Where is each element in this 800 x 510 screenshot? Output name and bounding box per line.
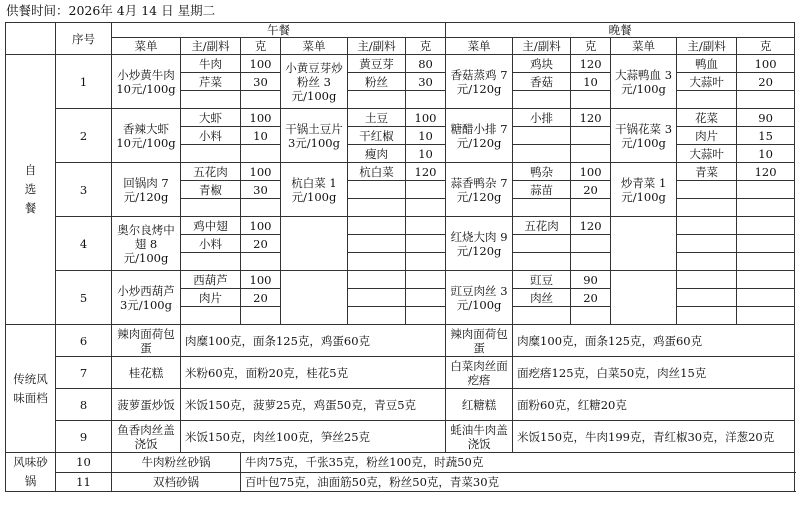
ingredient-name: 蒜苗	[513, 181, 571, 199]
ingredient-col-header: 主/副料	[677, 38, 737, 55]
ingredient-name: 鸭血	[677, 55, 737, 73]
lunch-dish-name: 鱼香肉丝盖浇饭	[112, 421, 181, 453]
dinner-dish-name: 红糖糕	[446, 389, 513, 421]
menu-table	[5, 22, 795, 492]
ingredient-name: 香菇	[513, 73, 571, 91]
ingredient-name: 芹菜	[181, 73, 241, 91]
ingredient-name	[677, 199, 737, 217]
dish-col-header: 菜单	[446, 38, 513, 55]
ingredient-gram: 20	[571, 181, 611, 199]
ingredient-name	[677, 289, 737, 307]
dish-name: 糖醋小排 7元/120g	[446, 109, 513, 163]
ingredient-gram: 100	[737, 55, 795, 73]
ingredient-name	[348, 289, 406, 307]
dish-name: 大蒜鸭血 3元/100g	[611, 55, 677, 109]
ingredient-gram: 100	[571, 163, 611, 181]
seq-number: 11	[56, 472, 112, 492]
ingredient-gram: 90	[737, 109, 795, 127]
ingredient-name: 牛肉	[181, 55, 241, 73]
dish-name: 香辣大虾 10元/100g	[112, 109, 181, 163]
ingredient-name	[513, 235, 571, 253]
ingredient-name: 肉丝	[513, 289, 571, 307]
ingredient-gram	[571, 91, 611, 109]
ingredient-name	[677, 307, 737, 325]
ingredient-gram	[737, 235, 795, 253]
category-traditional: 传统风味面档	[6, 325, 56, 453]
seq-number: 10	[56, 453, 112, 473]
dish-name	[281, 217, 348, 271]
dish-name: 回锅肉 7元/120g	[112, 163, 181, 217]
dish-name	[611, 217, 677, 271]
ingredient-gram: 100	[241, 109, 281, 127]
ingredient-gram	[737, 307, 795, 325]
seq-header: 序号	[56, 23, 112, 55]
ingredient-gram: 10	[406, 127, 446, 145]
ingredient-gram: 120	[406, 163, 446, 181]
ingredient-name: 黄豆芽	[348, 55, 406, 73]
ingredient-gram	[737, 199, 795, 217]
self-header-blank	[6, 23, 56, 55]
seq-number: 3	[56, 163, 112, 217]
ingredient-gram: 80	[406, 55, 446, 73]
seq-number: 8	[56, 389, 112, 421]
ingredient-name	[677, 217, 737, 235]
ingredient-gram: 100	[241, 163, 281, 181]
lunch-dish-desc: 肉糜100克，面条125克，鸡蛋60克	[181, 325, 446, 357]
ingredient-gram	[737, 253, 795, 271]
ingredient-gram: 10	[571, 73, 611, 91]
dinner-dish-desc: 米饭150克，牛肉199克，青红椒30克，洋葱20克	[513, 421, 795, 453]
ingredient-name	[513, 307, 571, 325]
ingredient-gram	[571, 199, 611, 217]
ingredient-gram: 120	[571, 217, 611, 235]
ingredient-gram: 30	[241, 181, 281, 199]
ingredient-name: 土豆	[348, 109, 406, 127]
ingredient-gram	[571, 307, 611, 325]
casserole-name: 双档砂锅	[112, 472, 241, 492]
ingredient-gram	[571, 253, 611, 271]
ingredient-name: 大蒜叶	[677, 73, 737, 91]
ingredient-gram	[406, 199, 446, 217]
ingredient-gram: 120	[571, 109, 611, 127]
ingredient-name: 青椒	[181, 181, 241, 199]
ingredient-name	[513, 253, 571, 271]
ingredient-gram: 10	[241, 127, 281, 145]
gram-col-header: 克	[571, 38, 611, 55]
ingredient-name	[348, 91, 406, 109]
dinner-dish-desc: 肉糜100克，面条125克，鸡蛋60克	[513, 325, 795, 357]
ingredient-gram	[406, 289, 446, 307]
ingredient-name: 鸡块	[513, 55, 571, 73]
ingredient-name	[181, 253, 241, 271]
ingredient-name	[181, 307, 241, 325]
ingredient-gram: 15	[737, 127, 795, 145]
ingredient-name	[513, 145, 571, 163]
seq-number: 6	[56, 325, 112, 357]
lunch-dish-desc: 米饭150克，菠萝25克，鸡蛋50克，青豆5克	[181, 389, 446, 421]
casserole-desc: 百叶包75克，油面筋50克，粉丝50克，青菜30克	[241, 472, 795, 492]
ingredient-gram: 20	[241, 289, 281, 307]
ingredient-gram: 10	[737, 145, 795, 163]
ingredient-name	[513, 127, 571, 145]
category-self: 自选餐	[6, 55, 56, 325]
ingredient-name: 豇豆	[513, 271, 571, 289]
ingredient-gram: 90	[571, 271, 611, 289]
ingredient-name: 小排	[513, 109, 571, 127]
dish-name	[611, 271, 677, 325]
ingredient-name: 鸭杂	[513, 163, 571, 181]
ingredient-gram	[737, 271, 795, 289]
casserole-name: 牛肉粉丝砂锅	[112, 453, 241, 473]
lunch-dish-desc: 米饭150克，肉丝100克，笋丝25克	[181, 421, 446, 453]
gram-col-header: 克	[737, 38, 795, 55]
ingredient-gram	[241, 199, 281, 217]
ingredient-gram	[406, 181, 446, 199]
serving-time: 供餐时间：2026年 4月 14 日 星期二	[6, 3, 216, 18]
ingredient-name	[677, 181, 737, 199]
ingredient-gram: 20	[737, 73, 795, 91]
category-flavor: 风味砂锅	[6, 453, 56, 492]
ingredient-gram: 30	[406, 73, 446, 91]
ingredient-name	[181, 91, 241, 109]
ingredient-gram: 100	[241, 271, 281, 289]
ingredient-gram	[571, 235, 611, 253]
ingredient-name: 粉丝	[348, 73, 406, 91]
ingredient-name	[348, 307, 406, 325]
ingredient-gram	[406, 271, 446, 289]
dish-name: 炒青菜 1元/100g	[611, 163, 677, 217]
seq-number: 5	[56, 271, 112, 325]
ingredient-gram	[406, 253, 446, 271]
ingredient-col-header: 主/副料	[513, 38, 571, 55]
ingredient-name	[677, 271, 737, 289]
ingredient-gram: 100	[241, 55, 281, 73]
ingredient-gram: 30	[241, 73, 281, 91]
gram-col-header: 克	[241, 38, 281, 55]
dish-col-header: 菜单	[281, 38, 348, 55]
dish-name: 小黄豆芽炒粉丝 3元/100g	[281, 55, 348, 109]
ingredient-gram: 20	[241, 235, 281, 253]
ingredient-name: 肉片	[677, 127, 737, 145]
ingredient-name: 小料	[181, 235, 241, 253]
ingredient-gram: 100	[241, 217, 281, 235]
ingredient-name: 干红椒	[348, 127, 406, 145]
ingredient-name: 五花肉	[181, 163, 241, 181]
ingredient-gram: 20	[571, 289, 611, 307]
ingredient-gram	[406, 217, 446, 235]
ingredient-name: 青菜	[677, 163, 737, 181]
ingredient-name	[348, 253, 406, 271]
ingredient-name	[348, 199, 406, 217]
ingredient-name	[181, 145, 241, 163]
dish-name: 小炒黄牛肉 10元/100g	[112, 55, 181, 109]
dish-col-header: 菜单	[112, 38, 181, 55]
ingredient-name	[513, 199, 571, 217]
ingredient-name: 杭白菜	[348, 163, 406, 181]
ingredient-name	[677, 235, 737, 253]
dish-name	[281, 271, 348, 325]
dish-name: 红烧大肉 9元/120g	[446, 217, 513, 271]
ingredient-gram	[737, 91, 795, 109]
ingredient-name: 大蒜叶	[677, 145, 737, 163]
ingredient-name: 小料	[181, 127, 241, 145]
casserole-desc: 牛肉75克，千张35克，粉丝100克，时蔬50克	[241, 453, 795, 473]
dinner-dish-name: 蚝油牛肉盖浇饭	[446, 421, 513, 453]
dish-name: 奥尔良烤中翅 8元/100g	[112, 217, 181, 271]
ingredient-name	[181, 199, 241, 217]
dinner-dish-desc: 面疙瘩125克，白菜50克，肉丝15克	[513, 357, 795, 389]
ingredient-gram: 10	[406, 145, 446, 163]
dinner-dish-desc: 面粉60克，红糖20克	[513, 389, 795, 421]
ingredient-gram	[241, 145, 281, 163]
dish-name: 豇豆肉丝 3元/100g	[446, 271, 513, 325]
seq-number: 2	[56, 109, 112, 163]
ingredient-name	[677, 253, 737, 271]
dish-name: 小炒西葫芦 3元/100g	[112, 271, 181, 325]
ingredient-gram: 120	[737, 163, 795, 181]
ingredient-gram	[737, 181, 795, 199]
lunch-dish-name: 桂花糕	[112, 357, 181, 389]
ingredient-name	[348, 271, 406, 289]
ingredient-gram	[737, 289, 795, 307]
ingredient-name: 瘦肉	[348, 145, 406, 163]
lunch-dish-name: 辣肉面荷包蛋	[112, 325, 181, 357]
ingredient-gram	[406, 235, 446, 253]
lunch-header: 午餐	[112, 23, 446, 38]
ingredient-gram	[406, 307, 446, 325]
ingredient-name: 五花肉	[513, 217, 571, 235]
seq-number: 9	[56, 421, 112, 453]
dinner-dish-name: 辣肉面荷包蛋	[446, 325, 513, 357]
lunch-dish-desc: 米粉60克，面粉20克，桂花5克	[181, 357, 446, 389]
ingredient-gram: 100	[406, 109, 446, 127]
dinner-dish-name: 白菜肉丝面疙瘩	[446, 357, 513, 389]
ingredient-name: 花菜	[677, 109, 737, 127]
dish-name: 干锅花菜 3元/100g	[611, 109, 677, 163]
dinner-header: 晚餐	[446, 23, 795, 38]
seq-number: 4	[56, 217, 112, 271]
ingredient-gram	[406, 91, 446, 109]
dish-name: 蒜香鸭杂 7元/120g	[446, 163, 513, 217]
seq-number: 1	[56, 55, 112, 109]
ingredient-name	[513, 91, 571, 109]
ingredient-gram	[241, 91, 281, 109]
ingredient-gram	[737, 217, 795, 235]
ingredient-name	[348, 181, 406, 199]
ingredient-name	[677, 91, 737, 109]
ingredient-gram	[241, 307, 281, 325]
ingredient-col-header: 主/副料	[348, 38, 406, 55]
ingredient-gram	[241, 253, 281, 271]
dish-name: 香菇蒸鸡 7元/120g	[446, 55, 513, 109]
ingredient-name	[348, 235, 406, 253]
ingredient-gram: 120	[571, 55, 611, 73]
dish-col-header: 菜单	[611, 38, 677, 55]
ingredient-name: 西葫芦	[181, 271, 241, 289]
seq-number: 7	[56, 357, 112, 389]
ingredient-name: 鸡中翅	[181, 217, 241, 235]
ingredient-name	[348, 217, 406, 235]
ingredient-gram	[571, 145, 611, 163]
gram-col-header: 克	[406, 38, 446, 55]
dish-name: 杭白菜 1元/100g	[281, 163, 348, 217]
dish-name: 干锅土豆片 3元/100g	[281, 109, 348, 163]
ingredient-name: 大虾	[181, 109, 241, 127]
lunch-dish-name: 菠萝蛋炒饭	[112, 389, 181, 421]
ingredient-col-header: 主/副料	[181, 38, 241, 55]
ingredient-gram	[571, 127, 611, 145]
ingredient-name: 肉片	[181, 289, 241, 307]
